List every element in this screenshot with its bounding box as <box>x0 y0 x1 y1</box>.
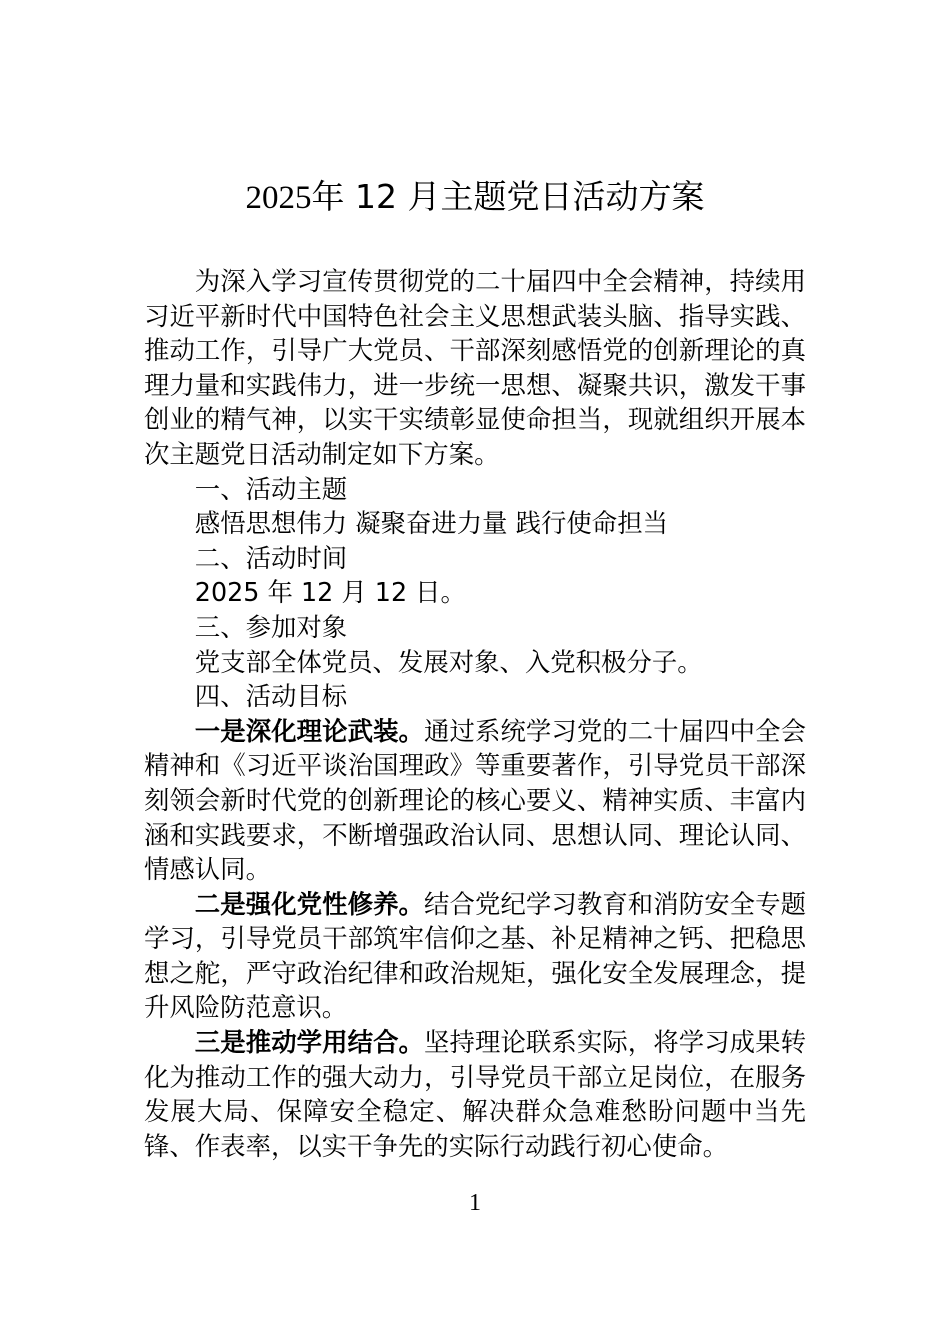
section-heading-participants: 三、参加对象 <box>194 611 348 642</box>
page-number: 1 <box>469 1190 481 1216</box>
document-body <box>144 264 806 1163</box>
goal-paragraph-2 <box>144 887 806 1025</box>
goal-text-1: 通过系统学习党的二十届四中全会精神和《习近平谈治国理政》等重要著作，引导党员干部深刻领会新时代党的创新理论的核心要义、精神实质、丰富内涵和实践要求，不断增强政治认同、思想认同、理论认同、情感认同。 <box>144 715 807 885</box>
section-heading-time: 二、活动时间 <box>194 542 348 573</box>
goal-lead-2: 二是强化党性修养。 <box>194 888 425 919</box>
section-content-theme: 感悟思想伟力 凝聚奋进力量 践行使命担当 <box>194 508 668 539</box>
title-text: 年 12 月主题党日活动方案 <box>311 177 705 216</box>
section-content-participants: 党支部全体党员、发展对象、入党积极分子。 <box>194 646 703 677</box>
section-heading-goals: 四、活动目标 <box>194 681 348 712</box>
section-heading-theme: 一、活动主题 <box>194 473 348 504</box>
goal-paragraph-3 <box>144 1025 806 1163</box>
goal-lead-3: 三是推动学用结合。 <box>194 1027 425 1058</box>
section-content-time: 2025 年 12 月 12 日。 <box>194 577 466 608</box>
intro-paragraph: 为深入学习宣传贯彻党的二十届四中全会精神，持续用习近平新时代中国特色社会主义思想武装头脑、指导实践、推动工作，引导广大党员、干部深刻感悟党的创新理论的真理力量和实践伟力，进一步统一思想、凝聚共识，激发干事创业的精气神，以实干实绩彰显使命担当，现就组织开展本次主题党日活动制定如下方案。 <box>144 266 806 469</box>
page-title <box>0 172 950 223</box>
goal-paragraph-1 <box>144 714 806 887</box>
goal-text-3: 坚持理论联系实际，将学习成果转化为推动工作的强大动力，引导党员干部立足岗位，在服务发展大局、保障安全稳定、解决群众急难愁盼问题中当先锋、作表率，以实干争先的实际行动践行初心使命。 <box>144 1027 807 1161</box>
title-year: 2025 <box>245 180 312 216</box>
goal-text-2: 结合党纪学习教育和消防安全专题学习，引导党员干部筑牢信仰之基、补足精神之钙、把稳思想之舵，严守政治纪律和政治规矩，强化安全发展理念，提升风险防范意识。 <box>144 888 807 1023</box>
goal-lead-1: 一是深化理论武装。 <box>194 715 425 746</box>
